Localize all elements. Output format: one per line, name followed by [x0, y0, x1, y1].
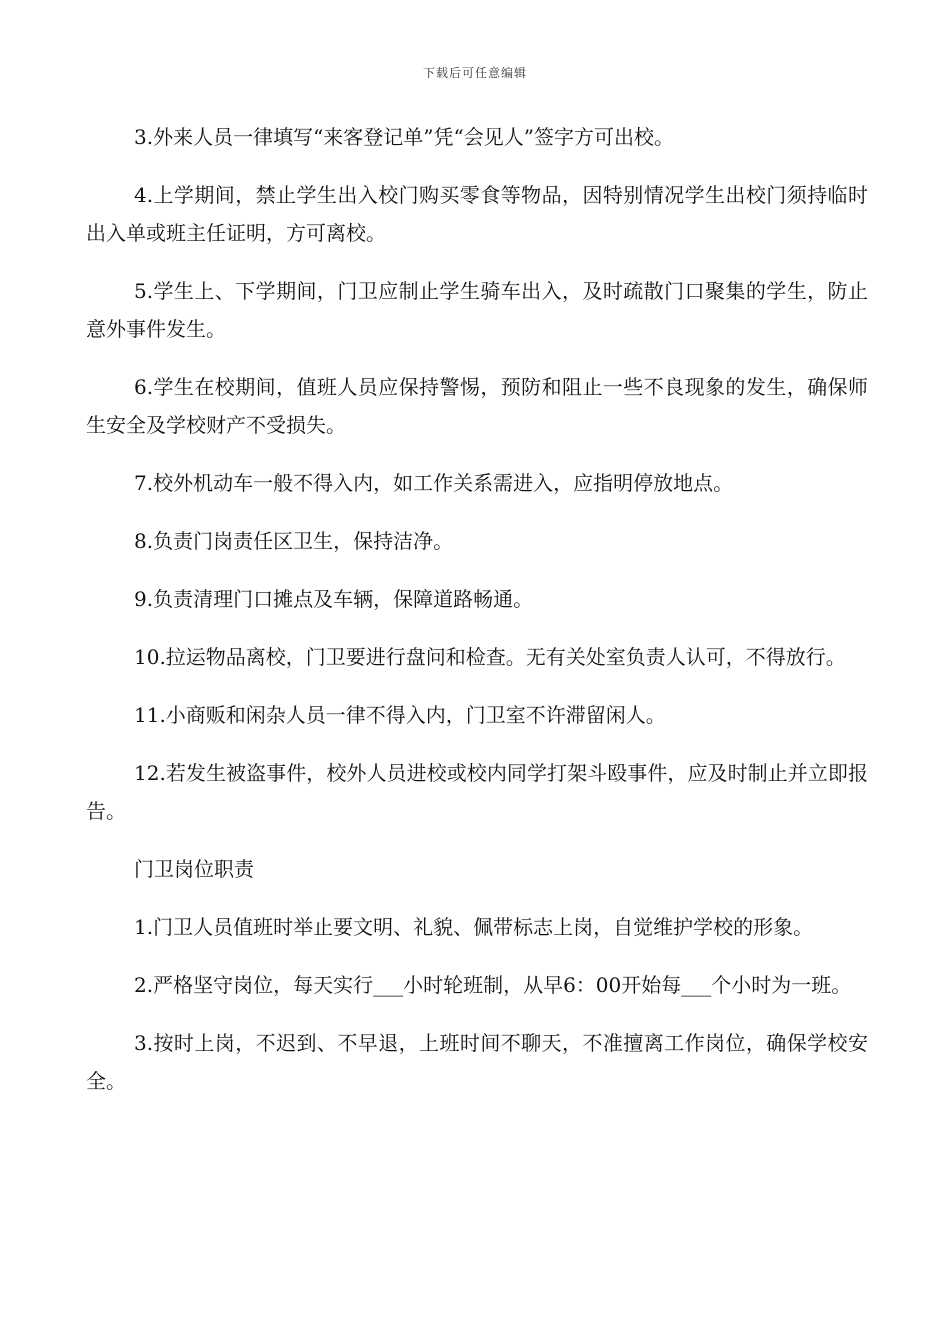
rule-item-12: 12.若发生被盗事件，校外人员进校或校内同学打架斗殴事件，应及时制止并立即报告。	[86, 761, 868, 823]
page-header: 下载后可任意编辑	[422, 66, 527, 80]
rule-item-9: 9.负责清理门口摊点及车辆，保障道路畅通。	[134, 587, 534, 611]
rule-item-8: 8.负责门岗责任区卫生，保持洁净。	[134, 529, 454, 553]
rule-item-11: 11.小商贩和闲杂人员一律不得入内，门卫室不许滞留闲人。	[134, 703, 666, 727]
duty-item-2: 2.严格坚守岗位，每天实行___小时轮班制，从早6：00开始每___个小时为一班。	[134, 973, 852, 997]
duty-item-3: 3.按时上岗，不迟到、不早退，上班时间不聊天，不准擅离工作岗位，确保学校安全。	[86, 1031, 868, 1093]
rule-item-3: 3.外来人员一律填写“来客登记单”凭“会见人”签字方可出校。	[134, 125, 674, 149]
rule-item-5: 5.学生上、下学期间，门卫应制止学生骑车出入，及时疏散门口聚集的学生，防止意外事件发生。	[86, 279, 868, 341]
rule-item-4: 4.上学期间，禁止学生出入校门购买零食等物品，因特别情况学生出校门须持临时出入单或班主任证明，方可离校。	[86, 183, 868, 245]
rule-item-10: 10.拉运物品离校，门卫要进行盘问和检查。无有关处室负责人认可，不得放行。	[134, 645, 846, 669]
rule-item-6: 6.学生在校期间，值班人员应保持警惕，预防和阻止一些不良现象的发生，确保师生安全及学校财产不受损失。	[86, 375, 868, 437]
document-body	[86, 118, 868, 1120]
duty-item-1: 1.门卫人员值班时举止要文明、礼貌、佩带标志上岗，自觉维护学校的形象。	[134, 915, 814, 939]
rule-item-7: 7.校外机动车一般不得入内，如工作关系需进入，应指明停放地点。	[134, 471, 734, 495]
section-heading: 门卫岗位职责	[134, 857, 254, 881]
